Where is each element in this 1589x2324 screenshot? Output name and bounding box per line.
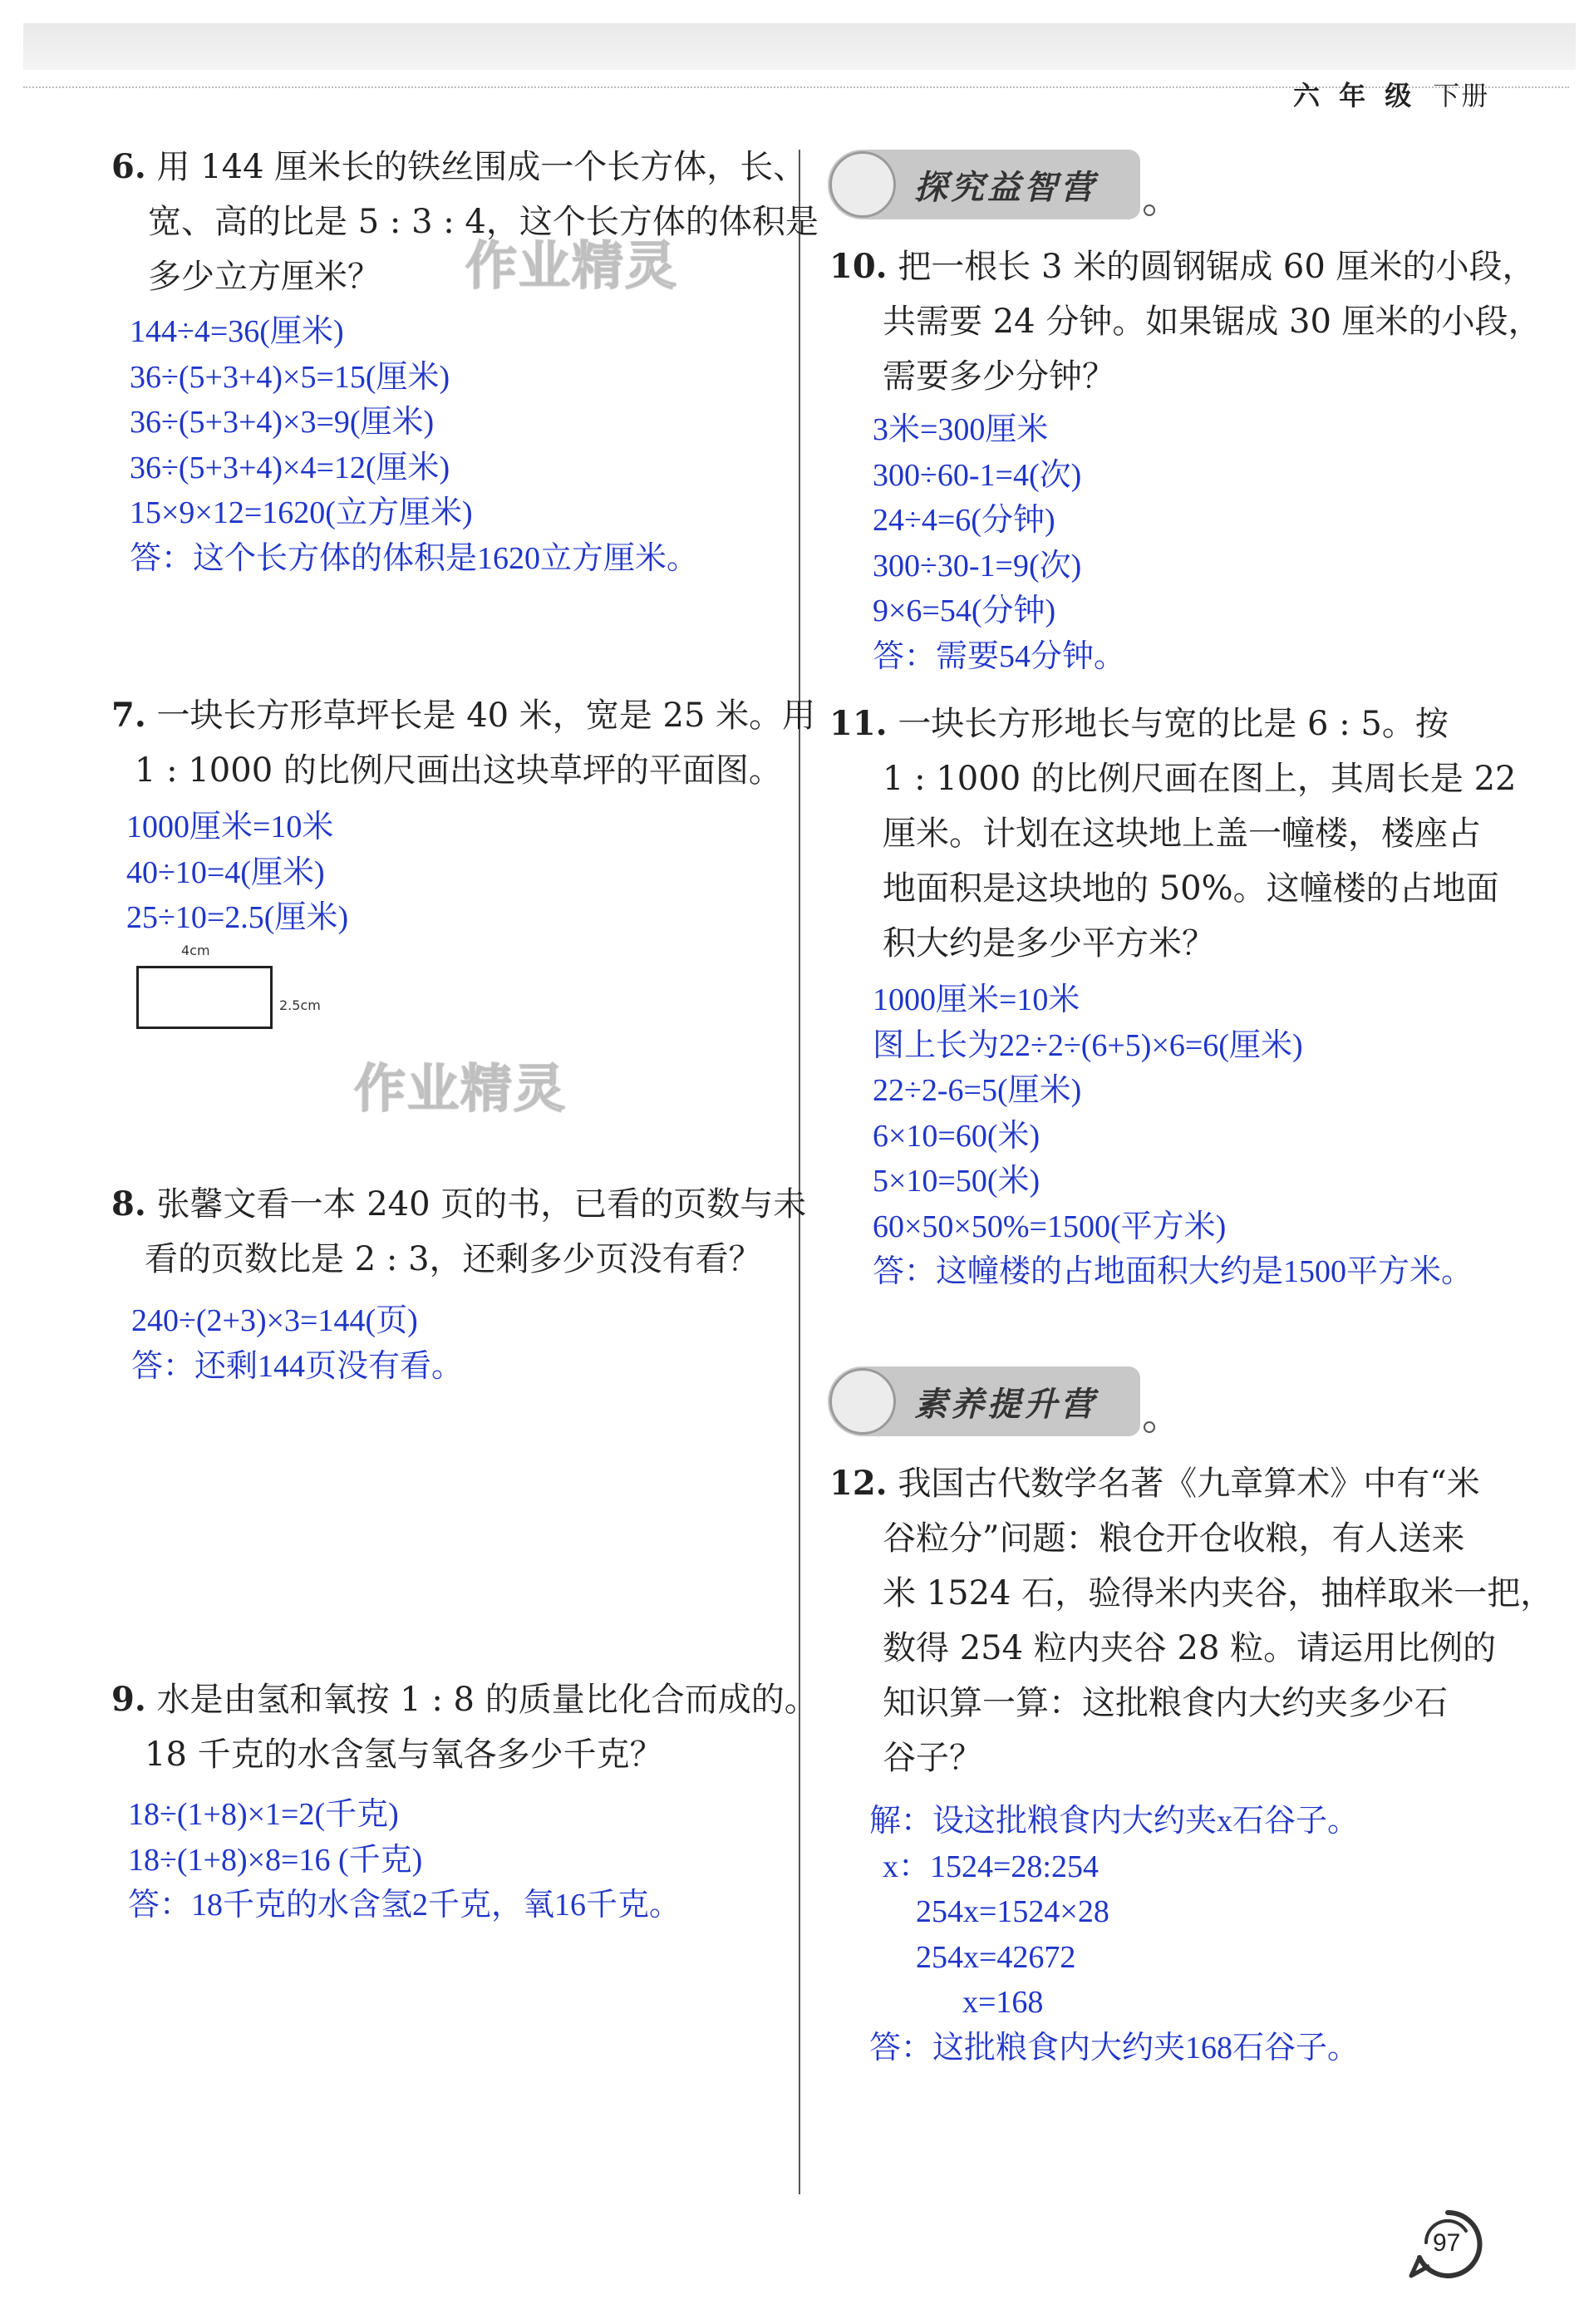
answer-10 xyxy=(873,407,1125,679)
answer-line: 答：这个长方体的体积是1620立方厘米。 xyxy=(130,540,699,576)
question-text: 需要多少分钟？ xyxy=(883,357,1115,396)
answer-line: 1000厘米=10米 xyxy=(873,982,1080,1017)
question-text: 看的页数比是 2 : 3，还剩多少页没有看？ xyxy=(145,1240,762,1278)
answer-line: x=168 xyxy=(962,1985,1044,2020)
question-text: 谷子？ xyxy=(883,1739,982,1777)
question-text: 1 : 1000 的比例尺画在图上，其周长是 22 xyxy=(883,760,1517,798)
question-text: 1 : 1000 的比例尺画出这块草坪的平面图。 xyxy=(135,751,782,790)
answer-line: 答：还剩144页没有看。 xyxy=(131,1348,464,1384)
question-number: 8. xyxy=(111,1184,146,1224)
answer-line: 9×6=54(分钟) xyxy=(873,593,1056,628)
answer-line: 144÷4=36(厘米) xyxy=(130,314,344,349)
question-12 xyxy=(829,1456,1553,1785)
column-divider xyxy=(799,150,800,2194)
answer-7 xyxy=(126,805,348,941)
section-header-literacy xyxy=(828,1366,1140,1436)
section-title: 素养提升营 xyxy=(914,1386,1097,1424)
question-number: 9. xyxy=(111,1680,146,1719)
answer-line: 答：这幢楼的占地面积大约是1500平方米。 xyxy=(873,1254,1473,1289)
figure-height-label: 2.5cm xyxy=(279,997,321,1013)
volume-text: 下册 xyxy=(1433,80,1490,111)
answer-line: 40÷10=4(厘米) xyxy=(126,854,325,890)
answer-line: 图上长为22÷2÷(6+5)×6=6(厘米) xyxy=(873,1027,1303,1063)
pig-mascot-icon xyxy=(829,151,896,218)
question-text: 米 1524 石，验得米内夹谷，抽样取米一把， xyxy=(883,1574,1554,1613)
question-text: 数得 254 粒内夹谷 28 粒。请运用比例的 xyxy=(883,1629,1497,1667)
question-11 xyxy=(829,697,1516,971)
figure-width-label: 4cm xyxy=(181,943,210,958)
grade-label xyxy=(1293,75,1489,113)
answer-line: 25÷10=2.5(厘米) xyxy=(126,900,349,935)
answer-line: 15×9×12=1620(立方厘米) xyxy=(130,495,473,530)
section-header-explore xyxy=(828,150,1140,219)
question-8 xyxy=(111,1177,806,1287)
answer-line: 24÷4=6(分钟) xyxy=(873,503,1055,538)
answer-line: 18÷(1+8)×8=16 (千克) xyxy=(128,1842,423,1878)
grade-text: 六 年 级 xyxy=(1293,80,1417,111)
lawn-plan-rectangle xyxy=(136,966,273,1029)
answer-line: 22÷2-6=5(厘米) xyxy=(873,1073,1082,1108)
question-text: 地面积是这块地的 50%。这幢楼的占地面 xyxy=(883,869,1499,908)
question-text: 谷粒分”问题：粮仓开仓收粮，有人送来 xyxy=(883,1519,1465,1558)
question-text: 一块长方形地长与宽的比是 6 : 5。按 xyxy=(898,705,1449,743)
question-number: 6. xyxy=(111,147,146,186)
answer-line: 60×50×50%=1500(平方米) xyxy=(873,1209,1227,1244)
question-10 xyxy=(829,239,1542,404)
answer-6 xyxy=(130,309,698,581)
question-text: 把一根长 3 米的圆钢锯成 60 厘米的小段， xyxy=(898,248,1536,286)
answer-line: 36÷(5+3+4)×3=9(厘米) xyxy=(130,405,435,440)
answer-line: 答：这批粮食内大约夹168石谷子。 xyxy=(869,2030,1360,2066)
question-text: 积大约是多少平方米？ xyxy=(883,924,1215,963)
top-banner xyxy=(23,23,1576,70)
question-number: 11. xyxy=(829,704,888,743)
question-9 xyxy=(111,1672,818,1782)
section-dot xyxy=(1144,204,1155,216)
question-number: 10. xyxy=(829,247,888,286)
question-text: 一块长方形草坪长是 40 米，宽是 25 米。用 xyxy=(156,697,816,735)
watermark: 作业精灵 xyxy=(465,235,679,296)
answer-line: 254x=1524×28 xyxy=(916,1894,1109,1929)
page-number-badge xyxy=(1408,2204,1488,2284)
answer-line: 3米=300厘米 xyxy=(873,412,1049,447)
answer-line: 300÷30-1=9(次) xyxy=(873,548,1082,583)
question-number: 12. xyxy=(829,1464,888,1503)
question-text: 18 千克的水含氢与氧各多少千克？ xyxy=(145,1736,663,1774)
answer-8 xyxy=(131,1298,463,1389)
answer-line: 5×10=50(米) xyxy=(873,1164,1040,1199)
question-7 xyxy=(111,688,815,798)
answer-line: 36÷(5+3+4)×4=12(厘米) xyxy=(130,450,450,485)
watermark: 作业精灵 xyxy=(354,1058,568,1119)
question-text: 知识算一算：这批粮食内大约夹多少石 xyxy=(883,1684,1448,1722)
answer-9 xyxy=(128,1792,681,1928)
question-text: 水是由氢和氧按 1 : 8 的质量比化合而成的。 xyxy=(156,1681,818,1719)
answer-line: 254x=42672 xyxy=(916,1939,1076,1975)
section-dot xyxy=(1144,1421,1155,1433)
answer-line: 300÷60-1=4(次) xyxy=(873,457,1082,493)
question-text: 共需要 24 分钟。如果锯成 30 厘米的小段， xyxy=(883,303,1542,341)
answer-line: x：1524=28:254 xyxy=(883,1849,1099,1884)
answer-11 xyxy=(873,977,1473,1295)
page-number: 97 xyxy=(1433,2229,1461,2257)
answer-line: 答：18千克的水含氢2千克，氧16千克。 xyxy=(128,1888,681,1923)
answer-line: 6×10=60(米) xyxy=(873,1118,1040,1154)
question-text: 我国古代数学名著《九章算术》中有“米 xyxy=(898,1465,1480,1503)
question-text: 厘米。计划在这块地上盖一幢楼，楼座占 xyxy=(883,815,1481,853)
answer-line: 解：设这批粮食内大约夹x石谷子。 xyxy=(869,1804,1360,1839)
question-text: 宽、高的比是 5 : 3 : 4，这个长方体的体积是 xyxy=(148,203,819,241)
question-text: 张馨文看一本 240 页的书，已看的页数与未 xyxy=(156,1185,807,1224)
answer-line: 240÷(2+3)×3=144(页) xyxy=(131,1303,418,1338)
question-text: 用 144 厘米长的铁丝围成一个长方体，长、 xyxy=(156,148,807,186)
answer-line: 36÷(5+3+4)×5=15(厘米) xyxy=(130,359,450,395)
answer-line: 1000厘米=10米 xyxy=(126,810,334,844)
answer-line: 18÷(1+8)×1=2(千克) xyxy=(128,1797,399,1832)
section-title: 探究益智营 xyxy=(914,169,1097,207)
question-text: 多少立方厘米？ xyxy=(148,258,381,296)
answer-12 xyxy=(869,1799,1359,2070)
giraffe-mascot-icon xyxy=(829,1368,896,1435)
answer-line: 答：需要54分钟。 xyxy=(873,638,1126,674)
question-number: 7. xyxy=(111,696,146,735)
